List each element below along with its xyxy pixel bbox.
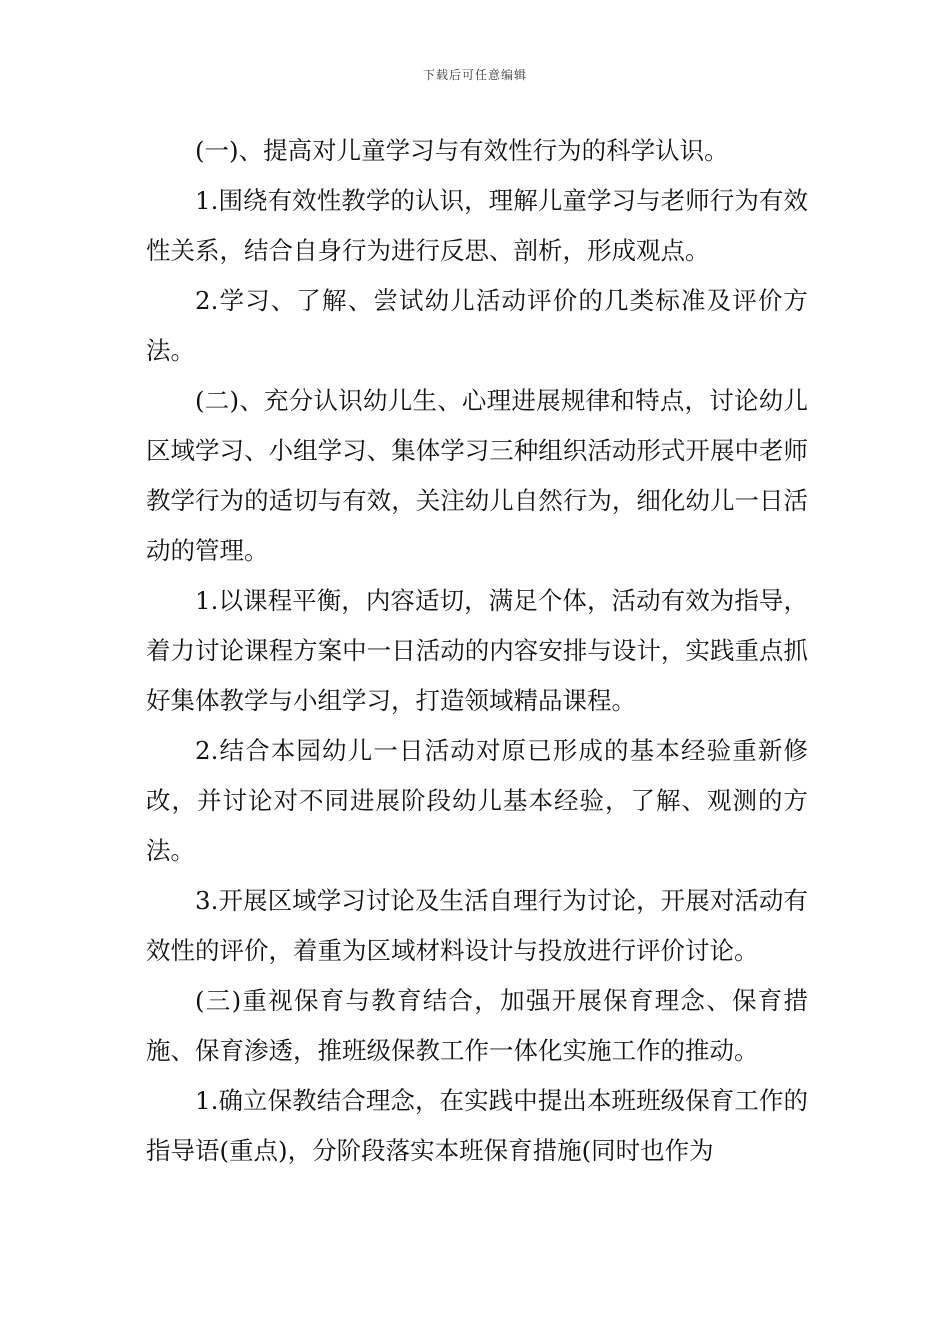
paragraph-3-1: 1.确立保教结合理念，在实践中提出本班班级保育工作的指导语(重点)，分阶段落实本班保育措施(同时也作为 (146, 1086, 808, 1165)
section-heading-3: (三)重视保育与教育结合，加强开展保育理念、保育措施、保育渗透，推班级保教工作一体化实施工作的推动。 (146, 986, 808, 1065)
section-heading-1: (一)、提高对儿童学习与有效性行为的科学认识。 (195, 136, 729, 165)
paragraph-1-1: 1.围绕有效性教学的认识，理解儿童学习与老师行为有效性关系，结合自身行为进行反思、剖析，形成观点。 (146, 186, 808, 265)
paragraph-2-1: 1.以课程平衡，内容适切，满足个体，活动有效为指导，着力讨论课程方案中一日活动的内容安排与设计，实践重点抓好集体教学与小组学习，打造领域精品课程。 (146, 586, 808, 715)
page-header: 下载后可任意编辑 (422, 68, 527, 82)
section-heading-2: (二)、充分认识幼儿生、心理进展规律和特点，讨论幼儿区域学习、小组学习、集体学习三种组织活动形式开展中老师教学行为的适切与有效，关注幼儿自然行为，细化幼儿一日活动的管理。 (146, 386, 808, 565)
paragraph-1-2: 2.学习、了解、尝试幼儿活动评价的几类标准及评价方法。 (146, 286, 808, 365)
paragraph-2-3: 3.开展区域学习讨论及生活自理行为讨论，开展对活动有效性的评价，着重为区域材料设计与投放进行评价讨论。 (146, 886, 808, 965)
document-body (146, 126, 808, 1176)
paragraph-2-2: 2.结合本园幼儿一日活动对原已形成的基本经验重新修改，并讨论对不同进展阶段幼儿基本经验，了解、观测的方法。 (146, 736, 808, 865)
